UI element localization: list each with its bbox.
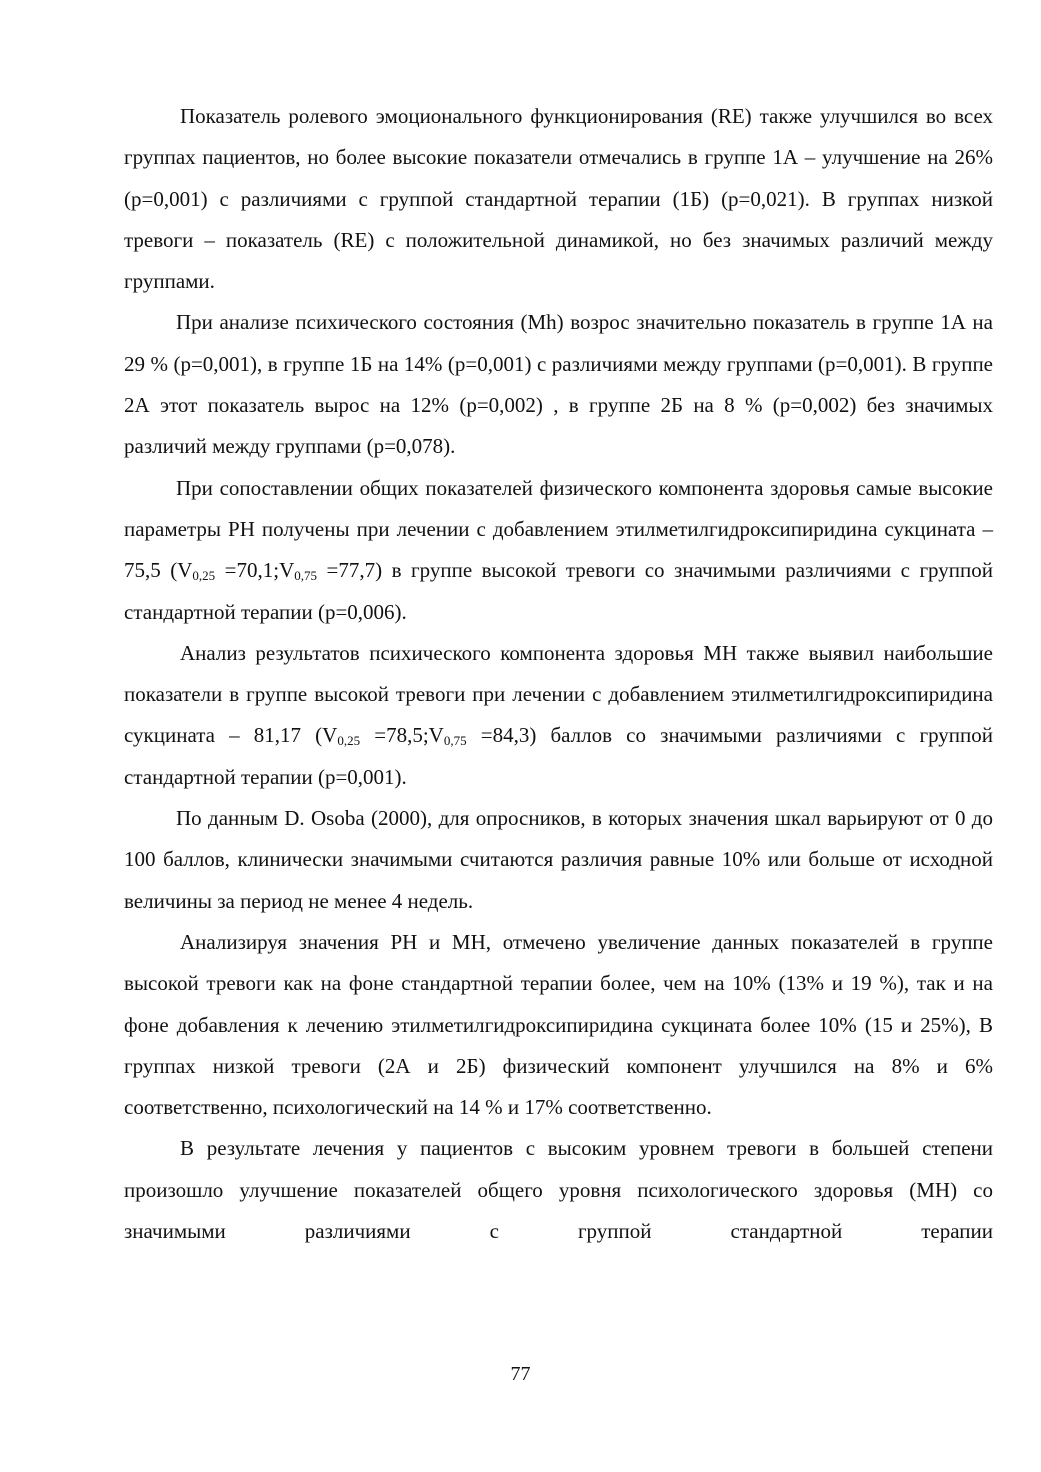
paragraph-text: =84,3) баллов со значимыми различиями с группой стандартной терапии (р=0,001).: [124, 723, 994, 789]
subscript: 0,25: [192, 568, 216, 584]
document-body: [124, 96, 993, 1252]
paragraph-mental-state: При анализе психического состояния (Mh) возрос значительно показатель в группе 1А на 29 % (р=0,001), в группе 1Б на 14% (р=0,001) с различиями между группами (р=0,001). В группе 2А этот показатель вырос на 12% (р=0,002) , в группе 2Б на 8 % (р=0,002) без значимых различий между группами (р=0,078).: [124, 310, 993, 459]
paragraph-osoba: По данным D. Osoba (2000), для опросников, в которых значения шкал варьируют от 0 до 100 баллов, клинически значимыми считаются различия равные 10% или больше от исходной величины за период не менее 4 недель.: [124, 806, 993, 913]
paragraph-re-functioning: Показатель ролевого эмоционального функционирования (RE) также улучшился во всех группах пациентов, но более высокие показатели отмечались в группе 1А – улучшение на 26% (р=0,001) с различиями с группой стандартной терапии (1Б) (р=0,021). В группах низкой тревоги – показатель (RE) с положительной динамикой, но без значимых различий между группами.: [124, 104, 993, 294]
paragraph-text: При сопоставлении общих показателей физического компонента здоровья самые высокие параметры PH получены при лечении с добавлением этилметилгидроксипиридина сукцината – 75,5 (V: [124, 475, 993, 583]
paragraph-text: =70,1;V: [215, 558, 295, 583]
paragraph-mental-component: [124, 633, 993, 798]
page-number: 77: [510, 1363, 531, 1385]
paragraph-text: =77,7) в группе высокой тревоги со значимыми различиями с группой стандартной терапии (р=0,006).: [124, 558, 993, 624]
subscript: 0,75: [443, 733, 467, 749]
paragraph-ph-mh-analysis: Анализируя значения PH и MH, отмечено увеличение данных показателей в группе высокой тревоги как на фоне стандартной терапии более, чем на 10% (13% и 19 %), так и на фоне добавления к лечению этилметилгидроксипиридина сукцината более 10% (15 и 25%), В группах низкой тревоги (2А и 2Б) физический компонент улучшился на 8% и 6% соответственно, психологический на 14 % и 17% соответственно.: [124, 929, 993, 1120]
paragraph-text: =78,5;V: [360, 723, 444, 748]
paragraph-physical-component: [124, 468, 993, 633]
subscript: 0,75: [294, 568, 318, 584]
paragraph-text: Анализ результатов психического компонента здоровья MH также выявил наибольшие показатели в группе высокой тревоги при лечении с добавлением этилметилгидроксипиридина сукцината – 81,17 (V: [124, 640, 993, 748]
subscript: 0,25: [337, 733, 361, 749]
paragraph-treatment-result: В результате лечения у пациентов с высоким уровнем тревоги в большей степени произошло улучшение показателей общего уровня психологического здоровья (MH) со значимыми различиями с группой стандартной терапии: [124, 1136, 993, 1244]
